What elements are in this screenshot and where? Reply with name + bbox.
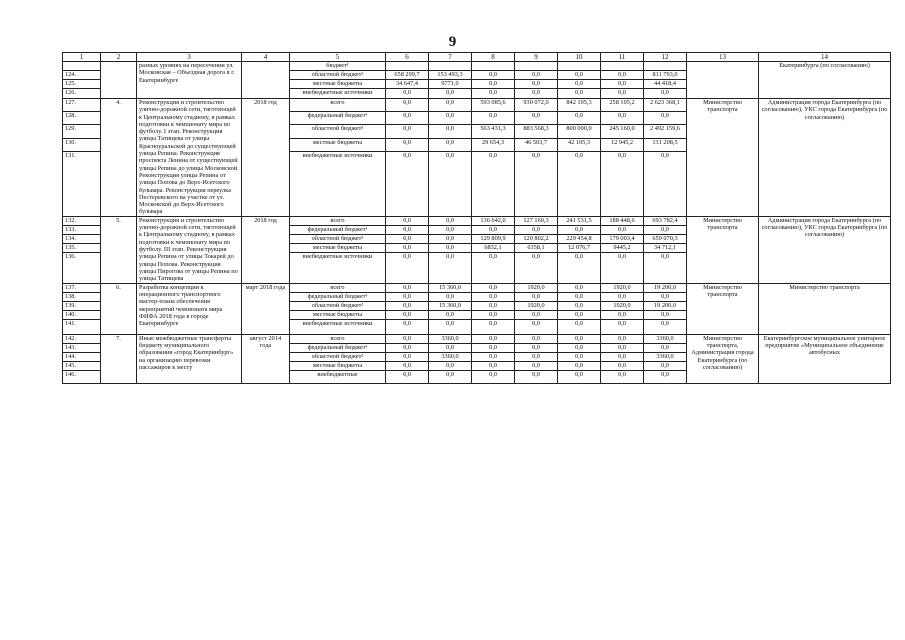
- row-number-cell: 131.: [63, 151, 101, 216]
- amount-cell: [558, 62, 601, 71]
- funding-source-cell: внебюджетные: [290, 370, 386, 383]
- amount-cell: 0,0: [601, 80, 644, 89]
- amount-cell: 0,0: [601, 361, 644, 370]
- row-number-cell: 127.: [63, 99, 101, 112]
- amount-cell: 0,0: [386, 370, 429, 383]
- amount-cell: 0,0: [472, 343, 515, 352]
- amount-cell: 0,0: [386, 151, 429, 216]
- row-number-cell: 138.: [63, 292, 101, 301]
- row-number-cell: 130.: [63, 138, 101, 151]
- amount-cell: 0,0: [429, 151, 472, 216]
- amount-cell: 120 802,2: [515, 234, 558, 243]
- amount-cell: 0,0: [601, 225, 644, 234]
- amount-cell: 1920,0: [601, 283, 644, 292]
- amount-cell: 0,0: [472, 112, 515, 125]
- amount-cell: 0,0: [429, 310, 472, 319]
- row-number-cell: 145.: [63, 361, 101, 370]
- executor-cell: Министерство транспорта: [687, 283, 759, 334]
- amount-cell: 0,0: [644, 370, 687, 383]
- amount-cell: 0,0: [601, 252, 644, 283]
- amount-cell: 0,0: [429, 292, 472, 301]
- amount-cell: 3360,0: [429, 352, 472, 361]
- amount-cell: 0,0: [429, 125, 472, 138]
- amount-cell: 0,0: [515, 80, 558, 89]
- amount-cell: [515, 62, 558, 71]
- amount-cell: 0,0: [601, 343, 644, 352]
- row-number-cell: [63, 62, 101, 71]
- funding-source-cell: областной бюджет²: [290, 352, 386, 361]
- amount-cell: [472, 62, 515, 71]
- deadline-cell: 2018 год: [242, 216, 290, 283]
- amount-cell: 245 160,0: [601, 125, 644, 138]
- co-executor-cell: Екатеринбурга (по согласованию): [759, 62, 891, 99]
- amount-cell: 563 431,3: [472, 125, 515, 138]
- amount-cell: 930 072,0: [515, 99, 558, 112]
- funding-source-cell: областной бюджет²: [290, 234, 386, 243]
- amount-cell: 0,0: [558, 80, 601, 89]
- item-name-cell: Иные межбюджетные трансферты бюджету муниципального образования «город Екатеринбург» на организацию перевозки пассажиров к месту: [137, 334, 242, 383]
- amount-cell: 258 105,2: [601, 99, 644, 112]
- funding-source-cell: федеральный бюджет¹: [290, 292, 386, 301]
- amount-cell: 811 793,0: [644, 71, 687, 80]
- amount-cell: 34 647,4: [386, 80, 429, 89]
- funding-source-cell: областной бюджет²: [290, 301, 386, 310]
- amount-cell: 883 568,3: [515, 125, 558, 138]
- header-cell: 9: [515, 53, 558, 62]
- amount-cell: 693 782,4: [644, 216, 687, 225]
- amount-cell: 12 076,7: [558, 243, 601, 252]
- amount-cell: 0,0: [558, 89, 601, 99]
- amount-cell: 0,0: [515, 71, 558, 80]
- amount-cell: 0,0: [601, 292, 644, 301]
- amount-cell: 241 531,5: [558, 216, 601, 225]
- table-row: [63, 216, 891, 225]
- amount-cell: 0,0: [515, 343, 558, 352]
- amount-cell: 0,0: [429, 361, 472, 370]
- row-number-cell: 128.: [63, 112, 101, 125]
- funding-source-cell: бюджет¹: [290, 62, 386, 71]
- amount-cell: 19 200,0: [644, 283, 687, 292]
- item-number-cell: 5.: [101, 216, 137, 283]
- amount-cell: 0,0: [601, 89, 644, 99]
- row-number-cell: 134.: [63, 234, 101, 243]
- amount-cell: 0,0: [386, 112, 429, 125]
- amount-cell: 6358,1: [515, 243, 558, 252]
- header-cell: 5: [290, 53, 386, 62]
- amount-cell: 0,0: [601, 310, 644, 319]
- amount-cell: 1920,0: [515, 301, 558, 310]
- amount-cell: 34 712,1: [644, 243, 687, 252]
- amount-cell: 0,0: [558, 292, 601, 301]
- amount-cell: 0,0: [515, 112, 558, 125]
- item-number-cell: 7.: [101, 334, 137, 383]
- amount-cell: 0,0: [386, 352, 429, 361]
- amount-cell: 46 503,7: [515, 138, 558, 151]
- amount-cell: 0,0: [386, 138, 429, 151]
- amount-cell: 127 160,3: [515, 216, 558, 225]
- header-cell: 8: [472, 53, 515, 62]
- amount-cell: 0,0: [601, 352, 644, 361]
- amount-cell: 0,0: [386, 301, 429, 310]
- page-number: 9: [448, 34, 457, 50]
- amount-cell: 0,0: [386, 319, 429, 334]
- amount-cell: 0,0: [386, 89, 429, 99]
- funding-source-cell: местные бюджеты: [290, 80, 386, 89]
- header-cell: 13: [687, 53, 759, 62]
- amount-cell: 800 000,0: [558, 125, 601, 138]
- row-number-cell: 144.: [63, 352, 101, 361]
- deadline-cell: март 2018 года: [242, 283, 290, 334]
- amount-cell: 0,0: [472, 319, 515, 334]
- co-executor-cell: Министерство транспорта: [759, 283, 891, 334]
- amount-cell: 129 809,9: [472, 234, 515, 243]
- amount-cell: 44 418,4: [644, 80, 687, 89]
- item-name-cell: Реконструкция и строительство улично-дорожной сети, тяготеющей к Центральному стадиону, в рамках подготовки к чемпионату мира по футболу. III этап. Реконструкция улицы Репина от улицы Токарей до улицы Попова. Реконструкция улицы Пирогова от улицы Репина по улицы Татищева: [137, 216, 242, 283]
- row-number-cell: 137.: [63, 283, 101, 292]
- item-number-cell: 4.: [101, 99, 137, 217]
- funding-source-cell: федеральный бюджет¹: [290, 225, 386, 234]
- amount-cell: 0,0: [558, 361, 601, 370]
- amount-cell: 0,0: [558, 252, 601, 283]
- amount-cell: 0,0: [515, 352, 558, 361]
- amount-cell: 0,0: [386, 216, 429, 225]
- amount-cell: 0,0: [386, 234, 429, 243]
- amount-cell: 659 070,3: [644, 234, 687, 243]
- funding-source-cell: всего: [290, 99, 386, 112]
- header-cell: 12: [644, 53, 687, 62]
- amount-cell: 0,0: [515, 151, 558, 216]
- amount-cell: 0,0: [601, 71, 644, 80]
- item-name-cell: разных уровнях на пересечении ул. Московская – Объездная дорога в г. Екатеринбурге: [137, 62, 242, 99]
- header-cell: 10: [558, 53, 601, 62]
- amount-cell: 0,0: [558, 310, 601, 319]
- amount-cell: 0,0: [644, 89, 687, 99]
- funding-source-cell: местные бюджеты: [290, 361, 386, 370]
- co-executor-cell: Администрация города Екатеринбурга (по согласованию), УКС города Екатеринбурга (по согласованию): [759, 216, 891, 283]
- row-number-cell: 125.: [63, 80, 101, 89]
- amount-cell: 0,0: [472, 89, 515, 99]
- amount-cell: 153 493,3: [429, 71, 472, 80]
- row-number-cell: 126.: [63, 89, 101, 99]
- amount-cell: 0,0: [429, 370, 472, 383]
- amount-cell: 0,0: [386, 361, 429, 370]
- amount-cell: 0,0: [515, 370, 558, 383]
- funding-source-cell: областной бюджет²: [290, 71, 386, 80]
- amount-cell: 1920,0: [515, 283, 558, 292]
- amount-cell: 0,0: [515, 225, 558, 234]
- row-number-cell: 146.: [63, 370, 101, 383]
- amount-cell: 0,0: [386, 310, 429, 319]
- funding-source-cell: всего: [290, 216, 386, 225]
- amount-cell: 15 360,0: [429, 283, 472, 292]
- amount-cell: 0,0: [558, 334, 601, 343]
- amount-cell: 0,0: [386, 99, 429, 112]
- amount-cell: 0,0: [386, 252, 429, 283]
- header-cell: 2: [101, 53, 137, 62]
- funding-source-cell: всего: [290, 283, 386, 292]
- amount-cell: 0,0: [472, 301, 515, 310]
- amount-cell: 0,0: [515, 292, 558, 301]
- amount-cell: 0,0: [429, 243, 472, 252]
- amount-cell: 0,0: [601, 319, 644, 334]
- header-cell: 14: [759, 53, 891, 62]
- amount-cell: 3360,0: [644, 334, 687, 343]
- table-row: [63, 62, 891, 71]
- amount-cell: [601, 62, 644, 71]
- funding-source-cell: местные бюджеты: [290, 310, 386, 319]
- funding-source-cell: местные бюджеты: [290, 138, 386, 151]
- budget-table: [62, 52, 891, 384]
- amount-cell: 0,0: [472, 370, 515, 383]
- header-cell: 6: [386, 53, 429, 62]
- table-row: [63, 283, 891, 292]
- amount-cell: 0,0: [558, 151, 601, 216]
- amount-cell: 0,0: [644, 292, 687, 301]
- header-cell: 1: [63, 53, 101, 62]
- funding-source-cell: всего: [290, 334, 386, 343]
- amount-cell: 0,0: [472, 71, 515, 80]
- amount-cell: 0,0: [472, 225, 515, 234]
- amount-cell: 0,0: [558, 225, 601, 234]
- table-row: [63, 334, 891, 343]
- executor-cell: Министерство транспорта: [687, 216, 759, 283]
- funding-source-cell: местные бюджеты: [290, 243, 386, 252]
- amount-cell: 0,0: [558, 283, 601, 292]
- co-executor-cell: Администрация города Екатеринбурга (по согласованию), УКС города Екатеринбурга (по согласованию): [759, 99, 891, 217]
- amount-cell: 9771,0: [429, 80, 472, 89]
- amount-cell: 0,0: [429, 112, 472, 125]
- amount-cell: 0,0: [558, 301, 601, 310]
- amount-cell: 29 654,3: [472, 138, 515, 151]
- funding-source-cell: областной бюджет²: [290, 125, 386, 138]
- funding-source-cell: федеральный бюджет¹: [290, 112, 386, 125]
- amount-cell: 0,0: [558, 319, 601, 334]
- table-row: [63, 99, 891, 112]
- amount-cell: [386, 62, 429, 71]
- amount-cell: 842 105,3: [558, 99, 601, 112]
- amount-cell: 0,0: [472, 361, 515, 370]
- funding-source-cell: внебюджетные источники: [290, 89, 386, 99]
- amount-cell: 0,0: [515, 89, 558, 99]
- amount-cell: 0,0: [429, 234, 472, 243]
- item-name-cell: Разработка концепции к операционного транспортного мастер-плана обеспечения мероприятий чемпионата мира ФИФА 2018 года в городе Екатеринбурге: [137, 283, 242, 334]
- item-number-cell: 6.: [101, 283, 137, 334]
- amount-cell: 0,0: [429, 225, 472, 234]
- amount-cell: 3360,0: [644, 352, 687, 361]
- amount-cell: 0,0: [386, 243, 429, 252]
- amount-cell: 0,0: [558, 343, 601, 352]
- amount-cell: 0,0: [601, 334, 644, 343]
- funding-source-cell: внебюджетные источники: [290, 151, 386, 216]
- amount-cell: 12 945,2: [601, 138, 644, 151]
- amount-cell: 0,0: [429, 138, 472, 151]
- amount-cell: 0,0: [472, 80, 515, 89]
- amount-cell: 42 105,3: [558, 138, 601, 151]
- amount-cell: 2 623 368,1: [644, 99, 687, 112]
- amount-cell: 0,0: [515, 319, 558, 334]
- row-number-cell: 142.: [63, 334, 101, 343]
- item-number-cell: [101, 62, 137, 99]
- amount-cell: 0,0: [558, 370, 601, 383]
- amount-cell: 0,0: [429, 343, 472, 352]
- row-number-cell: 135.: [63, 243, 101, 252]
- co-executor-cell: Екатеринбургское муниципальное унитарное предприятие «Муниципальное объединение автобусных: [759, 334, 891, 383]
- header-cell: 7: [429, 53, 472, 62]
- amount-cell: [644, 62, 687, 71]
- amount-cell: 0,0: [472, 151, 515, 216]
- amount-cell: 0,0: [644, 310, 687, 319]
- row-number-cell: 129.: [63, 125, 101, 138]
- deadline-cell: август 2014 года: [242, 334, 290, 383]
- amount-cell: 15 360,0: [429, 301, 472, 310]
- amount-cell: 1920,0: [601, 301, 644, 310]
- executor-cell: Министерство транспорта, Администрация города Екатеринбурга (по согласованию): [687, 334, 759, 383]
- amount-cell: 0,0: [515, 310, 558, 319]
- funding-source-cell: федеральный бюджет¹: [290, 343, 386, 352]
- row-number-cell: 141.: [63, 319, 101, 334]
- amount-cell: 0,0: [515, 334, 558, 343]
- amount-cell: 0,0: [429, 216, 472, 225]
- row-number-cell: 132.: [63, 216, 101, 225]
- amount-cell: 0,0: [644, 112, 687, 125]
- amount-cell: 0,0: [515, 252, 558, 283]
- header-cell: 11: [601, 53, 644, 62]
- amount-cell: 0,0: [515, 361, 558, 370]
- row-number-cell: 124.: [63, 71, 101, 80]
- amount-cell: 0,0: [644, 343, 687, 352]
- amount-cell: 0,0: [558, 112, 601, 125]
- header-row: [63, 53, 891, 62]
- amount-cell: 0,0: [558, 71, 601, 80]
- amount-cell: 0,0: [386, 334, 429, 343]
- amount-cell: 0,0: [601, 151, 644, 216]
- amount-cell: 0,0: [472, 352, 515, 361]
- amount-cell: 0,0: [386, 283, 429, 292]
- amount-cell: 0,0: [386, 125, 429, 138]
- deadline-cell: 2018 год: [242, 99, 290, 217]
- row-number-cell: 136.: [63, 252, 101, 283]
- executor-cell: [687, 62, 759, 99]
- amount-cell: 0,0: [472, 334, 515, 343]
- header-cell: 4: [242, 53, 290, 62]
- amount-cell: 3360,0: [429, 334, 472, 343]
- amount-cell: 0,0: [644, 319, 687, 334]
- amount-cell: 131 208,5: [644, 138, 687, 151]
- row-number-cell: 140.: [63, 310, 101, 319]
- row-number-cell: 143.: [63, 343, 101, 352]
- amount-cell: 0,0: [644, 361, 687, 370]
- amount-cell: 0,0: [429, 319, 472, 334]
- amount-cell: 0,0: [472, 292, 515, 301]
- amount-cell: 658 299,7: [386, 71, 429, 80]
- amount-cell: 0,0: [601, 112, 644, 125]
- amount-cell: [429, 62, 472, 71]
- amount-cell: 0,0: [429, 252, 472, 283]
- amount-cell: 229 454,8: [558, 234, 601, 243]
- amount-cell: 0,0: [472, 283, 515, 292]
- amount-cell: 0,0: [644, 225, 687, 234]
- executor-cell: Министерство транспорта: [687, 99, 759, 217]
- funding-source-cell: внебюджетные источники: [290, 252, 386, 283]
- deadline-cell: [242, 62, 290, 99]
- amount-cell: 0,0: [472, 310, 515, 319]
- amount-cell: 0,0: [558, 352, 601, 361]
- header-cell: 3: [137, 53, 242, 62]
- amount-cell: 6832,1: [472, 243, 515, 252]
- amount-cell: 0,0: [429, 89, 472, 99]
- amount-cell: 179 003,4: [601, 234, 644, 243]
- amount-cell: 9445,2: [601, 243, 644, 252]
- amount-cell: 2 492 159,6: [644, 125, 687, 138]
- amount-cell: 0,0: [644, 252, 687, 283]
- amount-cell: 0,0: [644, 151, 687, 216]
- amount-cell: 188 448,6: [601, 216, 644, 225]
- row-number-cell: 133.: [63, 225, 101, 234]
- amount-cell: 593 085,6: [472, 99, 515, 112]
- funding-source-cell: внебюджетные источники: [290, 319, 386, 334]
- item-name-cell: Реконструкция и строительство улично-дорожной сети, тяготеющей к Центральному стадиону, в рамках подготовки к чемпионату мира по футболу. I этап. Реконструкция улицы Татищева от улицы Красноуральской до существующей улицы Репина. Реконструкция проспекта Ленина от существующей улицы Репина до улицы Московской. Реконструкция улицы Репина от улицы Попова до Верх-Исетского бульвара. Реконструкция переулка Пестеревского на участке от ул. Московской до Верх-Исетского бульвара: [137, 99, 242, 217]
- amount-cell: 0,0: [386, 292, 429, 301]
- amount-cell: 0,0: [601, 370, 644, 383]
- amount-cell: 0,0: [429, 99, 472, 112]
- amount-cell: 136 642,0: [472, 216, 515, 225]
- amount-cell: 0,0: [386, 225, 429, 234]
- amount-cell: 0,0: [472, 252, 515, 283]
- row-number-cell: 139.: [63, 301, 101, 310]
- amount-cell: 0,0: [386, 343, 429, 352]
- amount-cell: 19 200,0: [644, 301, 687, 310]
